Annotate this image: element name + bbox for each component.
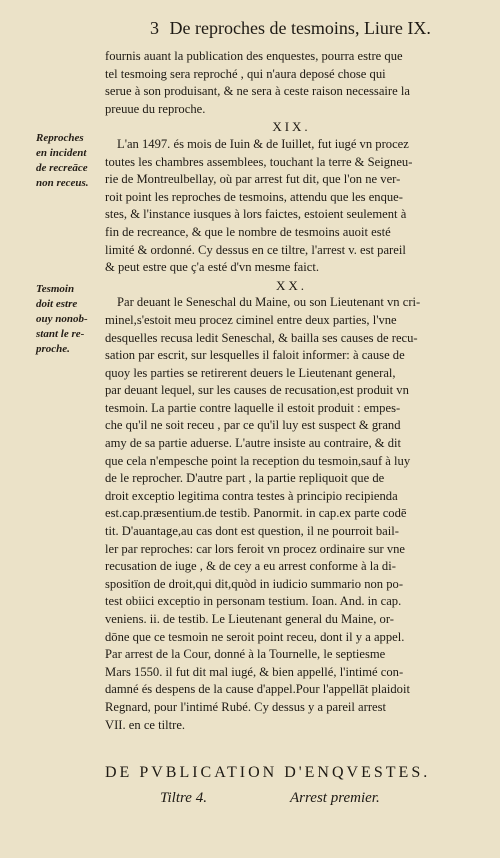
next-section-arrest: Arrest premier. bbox=[290, 790, 380, 806]
text-line: test obiici exceptio in personam testium. Ioan. And. in cap. bbox=[105, 594, 402, 609]
main-text bbox=[105, 48, 478, 734]
text-line: veniens. ii. de testib. Le Lieutenant general du Maine, or- bbox=[105, 612, 394, 626]
text-line: rie de Montreulbellay, où par arrest fut dit, que l'on ne ver- bbox=[105, 172, 401, 187]
margin-note-recreance bbox=[36, 131, 104, 191]
next-section-title: DE PVBLICATION D'ENQVESTES. bbox=[105, 764, 431, 781]
text-line: Par arrest de la Cour, donné à la Tournelle, le septiesme bbox=[105, 647, 386, 662]
text-line: VII. en ce tiltre. bbox=[105, 717, 186, 732]
text-line: tel tesmoing sera reproché , qui n'aura deposé chose qui bbox=[105, 66, 386, 81]
margin-note-line: de recreāce bbox=[36, 162, 88, 174]
margin-note-line: proche. bbox=[36, 343, 70, 355]
text-line: fournis auant la publication des enquestes, pourra estre que bbox=[105, 49, 403, 63]
text-line: serue à son produisant, & ne sera à ceste raison necessaire la bbox=[105, 84, 410, 99]
text-line: quoy les parties se retirerent deuers le Lieutenant general, bbox=[105, 365, 396, 380]
text-line: tit. D'auantage,au cas dont est question, il ne pourroit bail- bbox=[105, 524, 399, 539]
text-line: amy de sa partie aduerse. L'autre insiste au contraire, & dit bbox=[105, 436, 402, 451]
text-line: toutes les chambres assemblees, touchant la terre & Seigneu- bbox=[105, 154, 413, 169]
text-line: de le reprocher. D'autre part , la partie repliquoit que de bbox=[105, 471, 385, 486]
margin-note-line: non receus. bbox=[36, 177, 89, 189]
text-line: spositïon de droit,qui dit,quòd in iudicio summario non po- bbox=[105, 576, 404, 591]
text-line: che qu'il ne soit receu , par ce qu'il luy est suspect & grand bbox=[105, 418, 401, 433]
margin-note-line: stant le re- bbox=[36, 328, 85, 340]
text-line: Par deuant le Seneschal du Maine, ou son Lieutenant vn cri- bbox=[117, 295, 421, 310]
text-line: par deuant lequel, sur les causes de recusation,est produit vn bbox=[105, 383, 409, 398]
page-number: 3 bbox=[150, 18, 159, 38]
text-line: que cela n'empesche point la reception du tesmoin,sauf à luy bbox=[105, 453, 411, 468]
text-line: desquelles recusa ledit Seneschal, & bailla ses causes de recu- bbox=[105, 330, 418, 345]
page-header bbox=[150, 18, 480, 39]
text-line: recusation de iuge , & de cey a eu arrest conforme à la di- bbox=[105, 559, 396, 574]
margin-note-line: ouy nonob- bbox=[36, 313, 88, 325]
margin-note-line: Reproches bbox=[36, 132, 84, 144]
text-line: & peut estre que ç'a esté d'vn mesme faict. bbox=[105, 260, 320, 275]
text-line: droit exceptio legitima contra testes à principio recipienda bbox=[105, 488, 398, 503]
text-line: sation par escrit, sur lesquelles il faloit informer: à cause de bbox=[105, 348, 405, 363]
text-line: preuue du reproche. bbox=[105, 101, 206, 116]
text-line: stes, & l'instance iusques à lors faictes, estoient seulement à bbox=[105, 207, 407, 222]
text-line: roit point les reproches de tesmoins, attendu que les enque- bbox=[105, 189, 403, 204]
margin-note-line: Tesmoin bbox=[36, 283, 75, 295]
section-heading-xx: XX. bbox=[275, 277, 308, 293]
margin-note-line: doit estre bbox=[36, 298, 78, 310]
text-line: L'an 1497. és mois de Iuin & de Iuillet, fut iugé vn procez bbox=[117, 136, 409, 151]
text-line: fin de recreance, & que le nombre de tesmoins auoit esté bbox=[105, 224, 391, 239]
text-line: limité & ordonné. Cy dessus en ce tiltre, l'arrest v. est pareil bbox=[105, 242, 406, 257]
text-line: ler par reproches: car lors feroit vn procez ordinaire sur vne bbox=[105, 541, 406, 556]
text-line: est.cap.præsentium.de testib. Panormit. in cap.ex parte codē bbox=[105, 506, 407, 521]
section-heading-xix: XIX. bbox=[272, 119, 311, 135]
margin-note-line: en incident bbox=[36, 147, 87, 159]
text-line: dōne que ce tesmoin ne seroit point receu, dont il y a appel. bbox=[105, 629, 405, 644]
text-line: tesmoin. La partie contre laquelle il estoit produit : empes- bbox=[105, 400, 401, 415]
running-title: De reproches de tesmoins, Liure IX. bbox=[169, 18, 431, 38]
text-line: Mars 1550. il fut dit mal iugé, & bien appellé, l'intimé con- bbox=[105, 664, 404, 679]
text-line: minel,s'estoit meu procez ciminel entre deux parties, l'vne bbox=[105, 312, 397, 327]
margin-note-tesmoin bbox=[36, 282, 104, 357]
text-line: Regnard, pour l'intimé Rubé. Cy dessus y a pareil arrest bbox=[105, 699, 387, 714]
text-line: damné és despens de la cause d'appel.Pour l'appellāt plaidoit bbox=[105, 682, 410, 697]
next-section-tiltre: Tiltre 4. bbox=[160, 790, 207, 806]
